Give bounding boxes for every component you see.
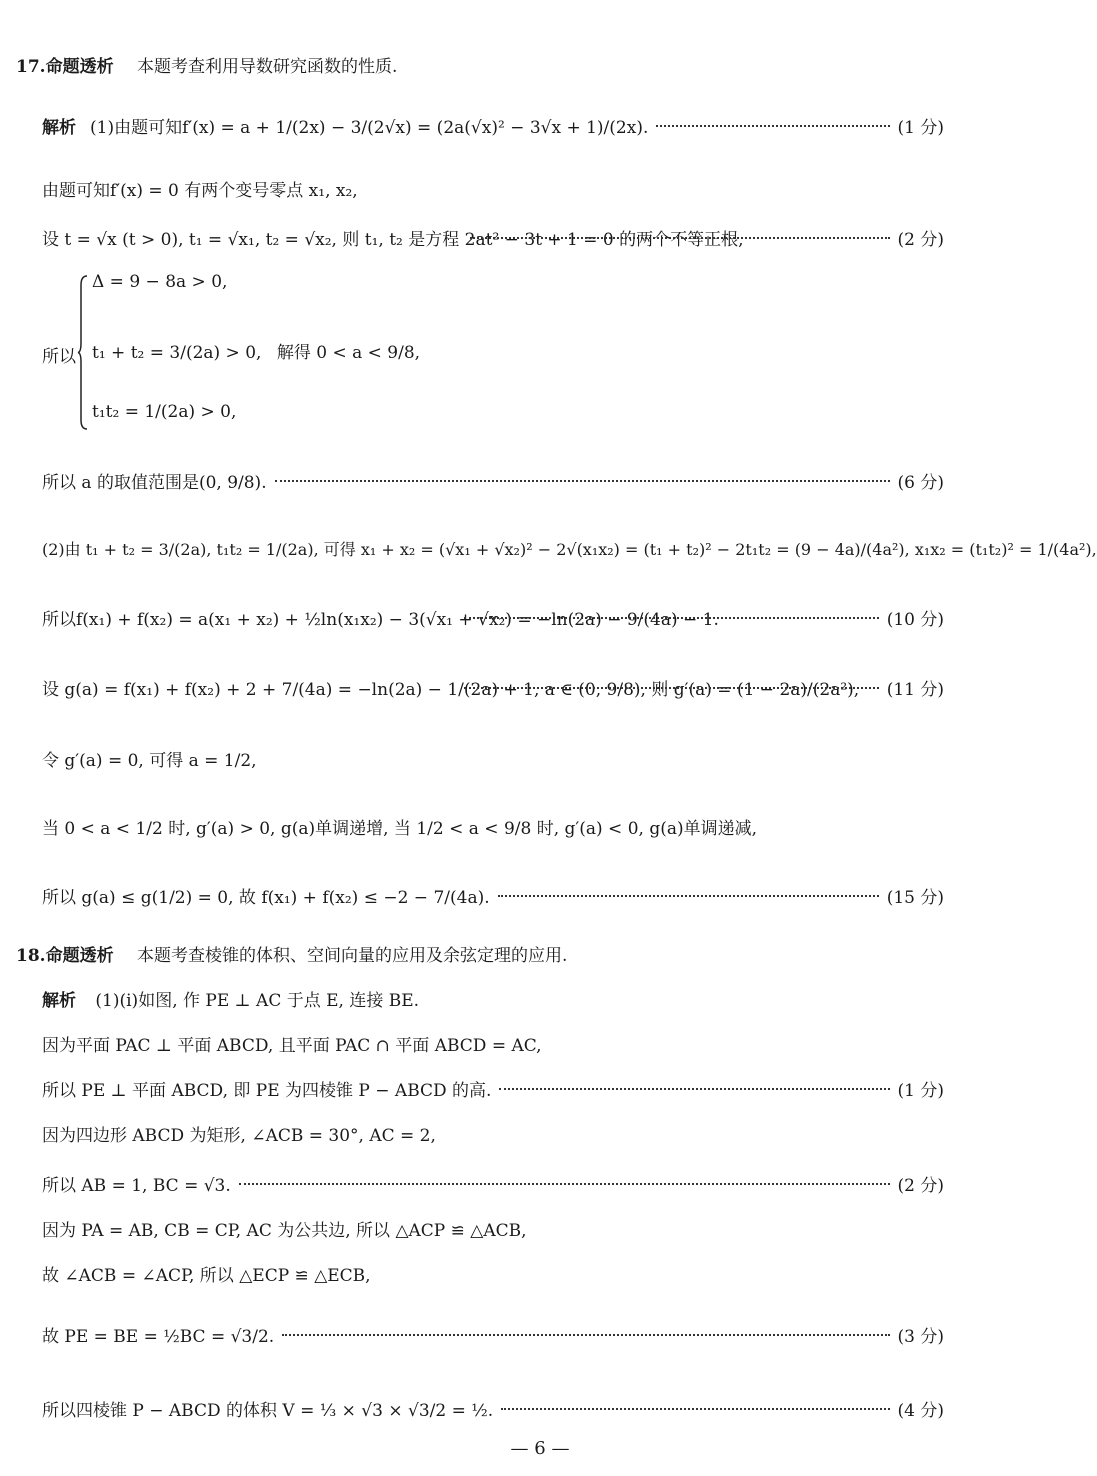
q17-p11: 所以 g(a) ≤ g(1/2) = 0, 故 f(x₁) + f(x₂) ≤ −2 − 7/(4a). <box>42 888 490 908</box>
q18-p3: 所以 PE ⊥ 平面 ABCD, 即 PE 为四棱锥 P − ABCD 的高. <box>42 1081 492 1101</box>
q18-p4: 因为四边形 ABCD 为矩形, ∠ACB = 30°, AC = 2, <box>42 1126 436 1146</box>
q17-p1-score: (1 分) <box>897 118 944 138</box>
dot-leader <box>275 480 890 482</box>
q18-p6: 因为 PA = AB, CB = CP, AC 为公共边, 所以 △ACP ≌ △ACB, <box>42 1221 527 1241</box>
q18-header-title: 命题透析 <box>45 946 114 966</box>
dot-leader <box>501 1408 889 1410</box>
q18-header <box>16 941 1016 966</box>
page-number: — 6 — <box>510 1438 570 1459</box>
q17-p2: 由题可知f′(x) = 0 有两个变号零点 x₁, x₂, <box>42 181 358 201</box>
q17-header-title: 命题透析 <box>45 57 114 77</box>
q18-p3-score: (1 分) <box>897 1081 944 1101</box>
q17-system-line-1: Δ = 9 − 8a > 0, <box>92 272 228 292</box>
q17-p8: 设 g(a) = f(x₁) + f(x₂) + 2 + 7/(4a) = −ln(2a) − 1/(2a) + 1, a ∈ (0, 9/8), 则 g′(a) = (1 − 2a)/(2a²), <box>42 680 860 700</box>
left-brace-icon <box>78 275 88 430</box>
q17-p8-score: (11 分) <box>886 680 944 700</box>
q18-p5: 所以 AB = 1, BC = √3. <box>42 1176 231 1196</box>
q17-p1: (1)由题可知f′(x) = a + 1/(2x) − 3/(2√x) = (2a(√x)² − 3√x + 1)/(2x). <box>90 118 649 138</box>
q18-p8-score: (3 分) <box>897 1327 944 1347</box>
dot-leader <box>656 125 889 127</box>
q18-line-9 <box>42 1396 944 1421</box>
q17-p6: (2)由 t₁ + t₂ = 3/(2a), t₁t₂ = 1/(2a), 可得 x₁ + x₂ = (√x₁ + √x₂)² − 2√(x₁x₂) = (t₁ + t₂)² − 2t₁t₂ = (9 − 4a)/(4a²), x₁x₂ = (t₁t₂)² = 1/(4a²), <box>42 540 1097 559</box>
dot-leader <box>499 1088 889 1090</box>
q17-p11-score: (15 分) <box>886 888 944 908</box>
q18-line-5 <box>42 1171 944 1196</box>
q18-line-1 <box>42 986 1042 1011</box>
q17-p5-score: (6 分) <box>897 473 944 493</box>
dot-leader <box>282 1334 889 1336</box>
q17-p7: 所以f(x₁) + f(x₂) = a(x₁ + x₂) + ½ln(x₁x₂) − 3(√x₁ + √x₂) = −ln(2a) − 9/(4a) − 1. <box>42 610 719 630</box>
q17-p10: 当 0 < a < 1/2 时, g′(a) > 0, g(a)单调递增, 当 1/2 < a < 9/8 时, g′(a) < 0, g(a)单调递减, <box>42 819 758 839</box>
q17-header <box>16 52 1016 77</box>
dot-leader <box>239 1183 890 1185</box>
dot-leader <box>498 895 879 897</box>
q17-line-5 <box>42 468 944 493</box>
q17-system-line-2 <box>92 338 1092 363</box>
dot-leader <box>464 617 878 619</box>
dot-leader <box>464 687 878 689</box>
q17-line-3 <box>42 225 944 250</box>
q17-system-result: 解得 0 < a < 9/8, <box>276 343 421 363</box>
q18-line-8 <box>42 1322 944 1347</box>
q17-p3: 设 t = √x (t > 0), t₁ = √x₁, t₂ = √x₂, 则 t₁, t₂ 是方程 2at² − 3t + 1 = 0 的两个不等正根, <box>42 230 744 250</box>
q18-p9: 所以四棱锥 P − ABCD 的体积 V = ⅓ × √3 × √3/2 = ½. <box>42 1401 494 1421</box>
q18-p1: (1)(ⅰ)如图, 作 PE ⊥ AC 于点 E, 连接 BE. <box>95 991 420 1011</box>
q17-line-7 <box>42 605 944 630</box>
q17-p9: 令 g′(a) = 0, 可得 a = 1/2, <box>42 751 257 771</box>
q17-p5: 所以 a 的取值范围是(0, 9/8). <box>42 473 267 493</box>
q18-number: 18. <box>16 946 46 966</box>
q17-p3-score: (2 分) <box>897 230 945 250</box>
q17-system-line-3: t₁t₂ = 1/(2a) > 0, <box>92 402 237 422</box>
q17-system-prefix: 所以 <box>42 347 76 367</box>
q18-p2: 因为平面 PAC ⊥ 平面 ABCD, 且平面 PAC ∩ 平面 ABCD = AC, <box>42 1036 542 1056</box>
q17-system-line-2-text: t₁ + t₂ = 3/(2a) > 0, <box>92 343 262 363</box>
q17-p7-score: (10 分) <box>886 610 944 630</box>
q18-line-3 <box>42 1076 944 1101</box>
dot-leader <box>470 237 890 239</box>
q17-analysis-label: 解析 <box>42 118 76 138</box>
q18-header-text: 本题考查棱锥的体积、空间向量的应用及余弦定理的应用. <box>136 946 568 966</box>
q17-line-1 <box>42 113 944 138</box>
q17-number: 17. <box>16 57 46 77</box>
q18-p9-score: (4 分) <box>897 1401 944 1421</box>
q17-header-text: 本题考查利用导数研究函数的性质. <box>136 57 398 77</box>
q17-line-11 <box>42 883 944 908</box>
q18-p5-score: (2 分) <box>897 1176 944 1196</box>
q18-p7: 故 ∠ACB = ∠ACP, 所以 △ECP ≌ △ECB, <box>42 1266 371 1286</box>
q17-line-8 <box>42 675 944 700</box>
q18-analysis-label: 解析 <box>42 991 76 1011</box>
q18-p8: 故 PE = BE = ½BC = √3/2. <box>42 1327 275 1347</box>
